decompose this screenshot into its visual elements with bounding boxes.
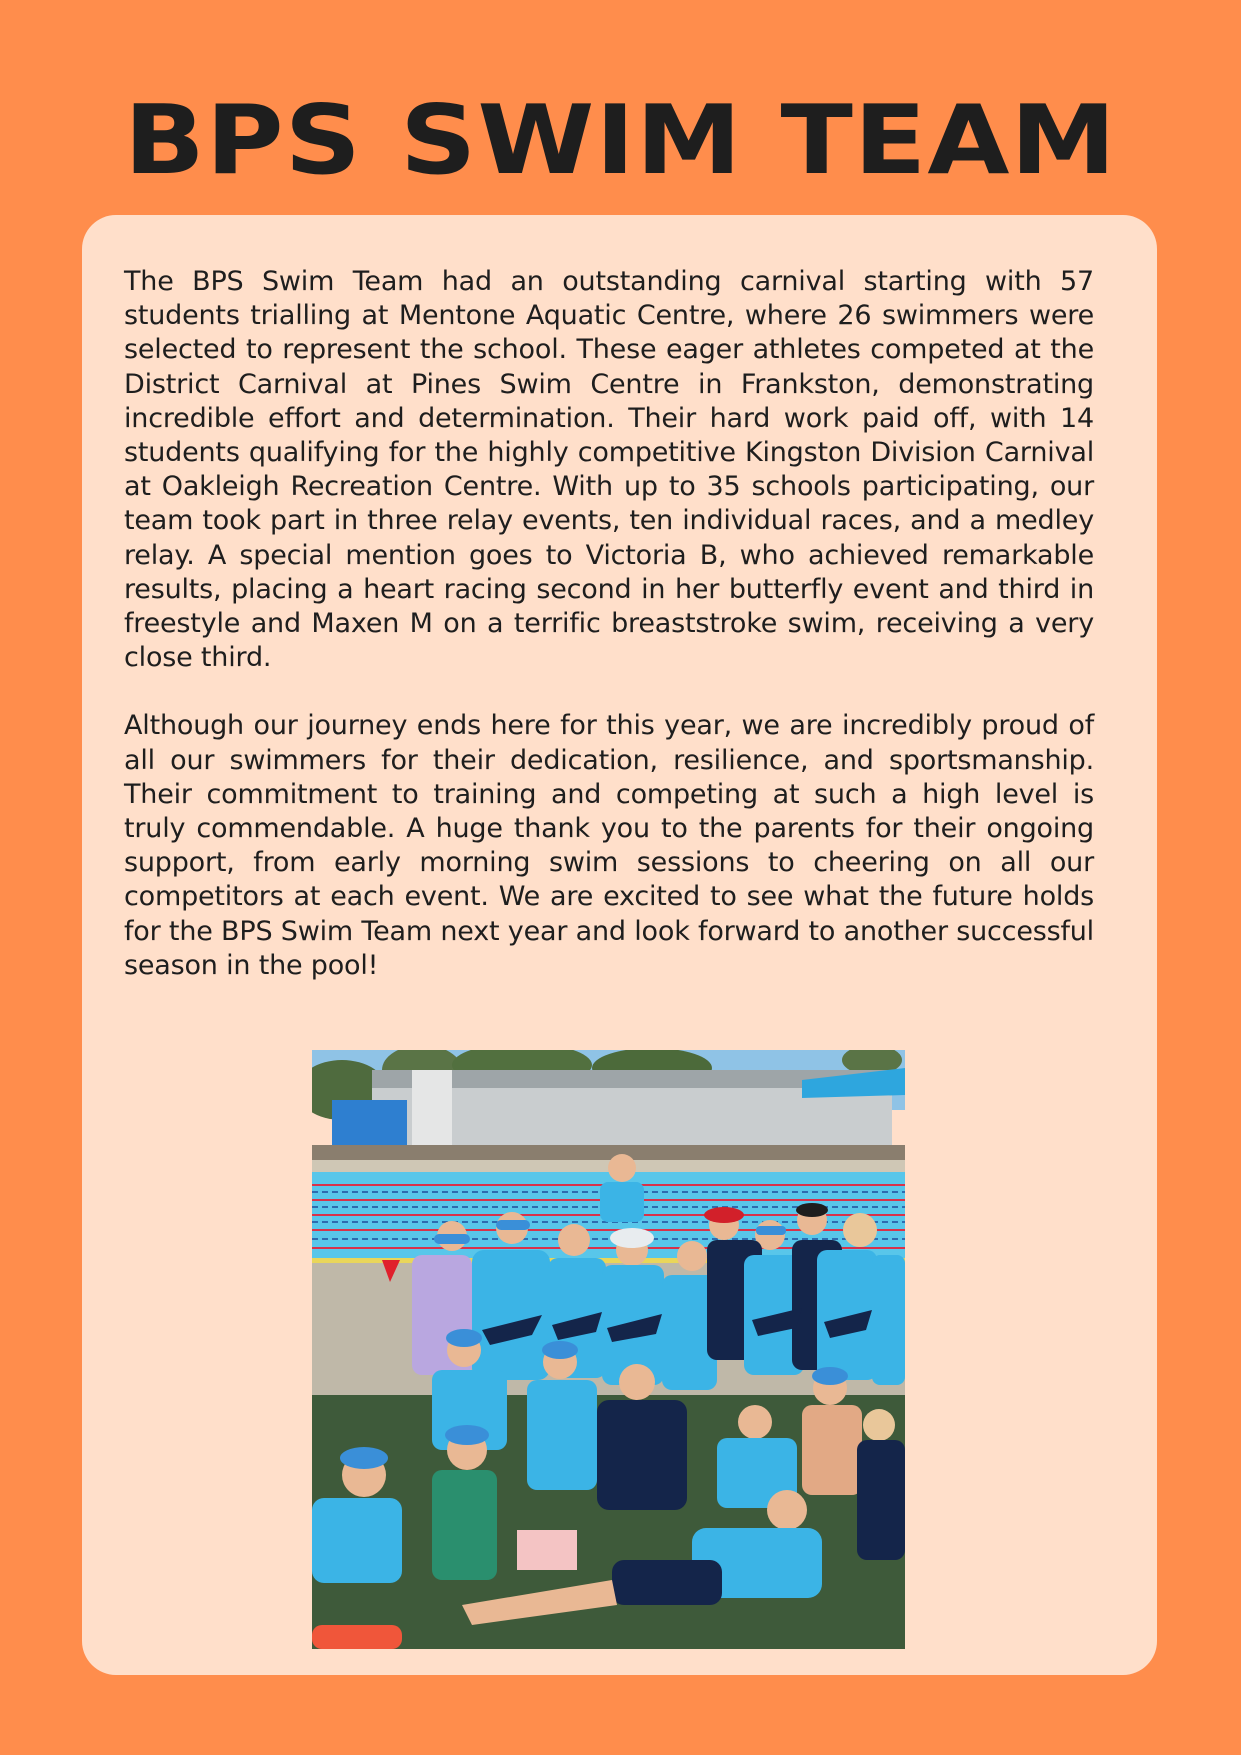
paragraph-1: The BPS Swim Team had an outstanding carnival starting with 57 students trialling at Mentone Aquatic Centre, where 26 swimmers were selected to represent the school. These eager athletes competed at the District Carnival at Pines Swim Centre in Frankston, demonstrating incredible effort and determination. Their hard work paid off, with 14 students qualifying for the highly competitive Kingston Division Carnival at Oakleigh Recreation Centre. With up to 35 schools participating, our team took part in three relay events, ten individual races, and a medley relay. A special mention goes to Victoria B, who achieved remarkable results, placing a heart racing second in her butterfly event and third in freestyle and Maxen M on a terrific breaststroke swim, receiving a very close third. [124,266,1094,674]
paragraph-2: Although our journey ends here for this year, we are incredibly proud of all our swimmers for their dedication, resilience, and sportsmanship. Their commitment to training and competing at such a high level is truly commendable. A huge thank you to the parents for their ongoing support, from early morning swim sessions to cheering on all our competitors at each event. We are excited to see what the future holds for the BPS Swim Team next year and look forward to another successful season in the pool! [124,710,1094,981]
team-photo-icon [312,1050,905,1649]
page-title: BPS SWIM TEAM [123,83,1118,196]
article-body [124,265,1094,983]
team-photo [312,1050,905,1649]
article-card [82,215,1157,1675]
